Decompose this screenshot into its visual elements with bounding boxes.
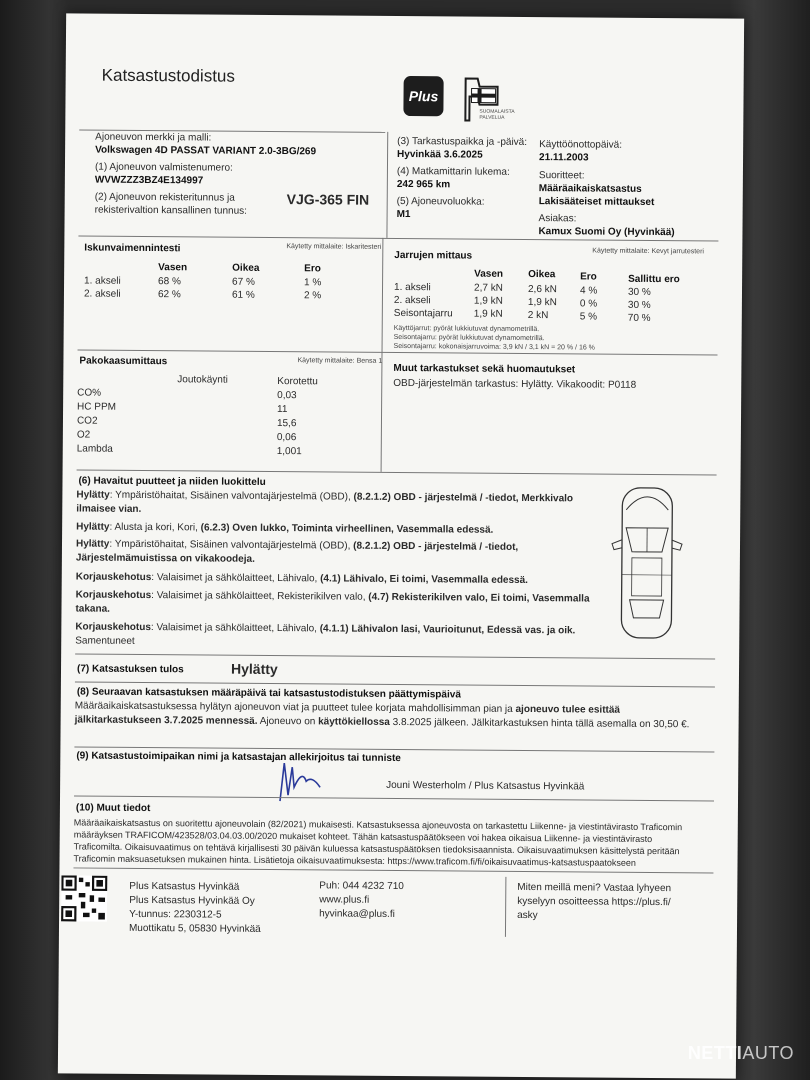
defect-text: : Valaisimet ja sähkölaitteet, Lähivalo, [150, 622, 320, 635]
defect-kind: Hylätty [75, 538, 110, 550]
footer-company: Muottikatu 5, 05830 Hyvinkää [128, 922, 261, 935]
brakes-cell: 1,9 kN [527, 296, 557, 309]
shock-col-left: Vasen [158, 262, 188, 274]
doc-title: Katsastustodistus [101, 65, 236, 86]
defect-code: (8.2.1.2) OBD - järjestelmä / -tiedot, Järjestelmämuistissa on vikakoodeja. [75, 540, 519, 565]
shock-cell: 1 % [304, 277, 322, 289]
class-value: M1 [396, 208, 411, 221]
defect-code: (4.1) Lähivalo, Ei toimi, Vasemmalla edessä. [320, 573, 529, 586]
exhaust-cell: 15,6 [276, 418, 297, 430]
result-value: Hylätty [230, 660, 278, 678]
divider [381, 238, 384, 472]
next-text-3: 3.8.2025 jälkeen. Jälkitarkastuksen hinta tällä asemalla on 30,50 €. [389, 716, 690, 731]
misc-text: Määräaikaiskatsastus on suoritettu ajoneuvolain (82/2021) mukaisesti. Katsastuksessa ajoneuvosta on tarkastettu Liikenne- ja viestintävirasto Traficomin määräyksen TRAFICOM/423528/03.04.03.00/2020 mukaiset kohteet. Tähän katsastuspäätökseen voi hakea oikaisua Liikenne- ja viestintävirasto Traficomilta. Oikaisuvaatimus on tehtävä kirjallisesti 30 päivän kuluessa katsastuspäätöksen tiedoksisaannista. Oikaisuvaatimuksen käsittelystä peritään Traficomin maksuasetuksen mukainen hinta. Lisätietoja oikaisuvaatimuksesta: https://www.traficom.fi/fi/oikaisuvaatimus-katsastuspaatokseen [73, 817, 683, 868]
misc-title: (10) Muut tiedot [75, 802, 151, 815]
brakes-col: Ero [580, 271, 597, 283]
shock-cell: 2 % [303, 290, 322, 302]
done-value-2: Lakisääteiset mittaukset [538, 196, 655, 208]
next-text-1b: ajoneuvo tulee esittää jälkitarkastukseen 3.7.2025 mennessä. [74, 703, 621, 727]
reg-value: VJG-365 FIN [286, 191, 370, 208]
divider [75, 653, 715, 659]
brakes-cell: 2 kN [527, 309, 549, 322]
shock-cell: 62 % [157, 289, 181, 301]
next-title: (8) Seuraavan katsastuksen määräpäivä tai katsastustodistuksen päättymispäivä [76, 686, 461, 701]
shock-col-diff: Ero [304, 263, 321, 275]
exhaust-cell: 0,03 [277, 390, 297, 402]
brand-mark-line2: PALVELUA [479, 114, 505, 121]
exhaust-cell: 0,06 [276, 432, 297, 444]
brakes-col: Vasen [474, 268, 504, 280]
divider [386, 132, 388, 238]
footer-survey: asky [517, 909, 538, 922]
defect-kind: Hylätty [76, 489, 110, 501]
result-label: (7) Katsastuksen tulos [76, 663, 184, 676]
next-text-2: Ajoneuvo on [257, 715, 319, 728]
inspection-certificate [58, 13, 744, 1078]
client-value: Kamux Suomi Oy (Hyvinkää) [538, 226, 675, 239]
qr-code-icon [61, 875, 107, 921]
brakes-cell: 1,9 kN [473, 295, 503, 307]
footer-survey: Miten meillä meni? Vastaa lyhyeen [517, 881, 672, 895]
other-title: Muut tarkastukset sekä huomautukset [393, 362, 576, 376]
make-label: Ajoneuvon merkki ja malli: [95, 131, 212, 144]
done-label: Suoritteet: [538, 170, 585, 182]
defect-text: : Valaisimet ja sähkölaitteet, Lähivalo, [151, 572, 321, 585]
shock-row-label: 1. akseli [84, 275, 121, 287]
car-diagram-icon [601, 480, 692, 651]
footer-company: Plus Katsastus Hyvinkää [129, 880, 240, 893]
next-text-2b: käyttökiellossa [318, 716, 390, 728]
exhaust-title: Pakokaasumittaus [79, 355, 168, 368]
class-label: (5) Ajoneuvoluokka: [396, 195, 485, 208]
brakes-note: Seisontajarru: pyörät lukkiutuvat dynamometrillä. [393, 333, 545, 343]
brakes-note: Seisontajarru: kokonaisjarruvoima: 3,9 kN / 3,1 kN = 20 % / 16 % [393, 342, 595, 352]
divider [505, 877, 506, 937]
defect-code: (4.1.1) Lähivalon lasi, Vaurioitunut, Edessä vas. ja oik. [319, 623, 576, 637]
footer-survey-link[interactable]: kyselyyn osoitteessa https://plus.fi/ [517, 895, 671, 909]
brakes-cell: 2,7 kN [473, 282, 503, 294]
brakes-row-label: 1. akseli [393, 281, 431, 294]
shock-cell: 61 % [231, 289, 255, 301]
sign-title: (9) Katsastustoimipaikan nimi ja katsastajan allekirjoitus tai tunniste [76, 750, 401, 765]
brakes-cell: 4 % [579, 285, 598, 297]
exhaust-row-label: Lambda [76, 443, 113, 455]
defect-text: : Ympäristöhaitat, Sisäinen valvontajärjestelmä (OBD), [109, 538, 354, 552]
defect-code: (4.7) Rekisterikilven valo, Ei toimi, Vasemmalla takana. [75, 591, 590, 615]
sign-name: Jouni Westerholm / Plus Katsastus Hyvinkää [386, 779, 585, 793]
divider [77, 469, 717, 475]
other-text: OBD-järjestelmän tarkastus: Hylätty. Vikakoodit: P0118 [393, 377, 637, 391]
done-value-1: Määräaikaiskatsastus [538, 183, 642, 195]
brakes-row-label: Seisontajarru [393, 307, 453, 320]
defect-item [76, 520, 596, 538]
plus-logo: Plus [403, 76, 443, 116]
defect-code: (8.2.1.2) OBD - järjestelmä / -tiedot, Merkkivalo ilmaisee vian. [76, 491, 574, 515]
footer-company: Plus Katsastus Hyvinkää Oy [129, 894, 255, 907]
client-label: Asiakas: [538, 213, 577, 225]
watermark-part2: AUTO [742, 1043, 794, 1063]
exhaust-row-label: CO2 [76, 415, 98, 427]
shock-col-right: Oikea [232, 262, 260, 274]
nettiauto-watermark [688, 1043, 794, 1064]
defect-item [76, 570, 596, 588]
footer-phone: Puh: 044 4232 710 [319, 880, 404, 893]
next-text [75, 699, 703, 732]
defect-text: : Ympäristöhaitat, Sisäinen valvontajärjestelmä (OBD), [109, 489, 354, 503]
defect-item [76, 488, 596, 520]
footer-email-link[interactable]: hyvinkaa@plus.fi [319, 908, 395, 920]
brakes-cell: 2,6 kN [527, 283, 557, 296]
exhaust-row-label: CO% [77, 387, 102, 399]
firstuse-label: Käyttöönottopäivä: [539, 139, 623, 151]
defect-code: (6.2.3) Oven lukko, Toiminta virheellinen, Vasemmalla edessä. [200, 522, 494, 536]
brakes-cell: 0 % [579, 298, 598, 310]
odo-value: 242 965 km [396, 178, 451, 191]
signature-icon [274, 757, 334, 807]
brakes-row-label: 2. akseli [393, 294, 431, 307]
defect-kind: Korjauskehotus [75, 571, 152, 584]
firstuse-value: 21.11.2003 [539, 152, 589, 164]
make-value: Volkswagen 4D PASSAT VARIANT 2.0-3BG/269 [95, 144, 317, 158]
place-value: Hyvinkää 3.6.2025 [397, 148, 483, 161]
brakes-device: Käytetty mittalaite: Kevyt jarrutesteri [592, 247, 705, 256]
shock-title: Iskunvaimennintesti [84, 242, 181, 255]
brakes-col: Sallittu ero [628, 273, 680, 286]
exhaust-cell: 11 [277, 404, 288, 416]
reg-label-1: (2) Ajoneuvon rekisteritunnus ja [94, 191, 235, 204]
brakes-note: Käyttöjarrut: pyörät lukkiutuvat dynamometrillä. [393, 324, 540, 334]
defect-item [76, 537, 566, 569]
divider [74, 795, 714, 801]
next-text-1: Määräaikaiskatsastuksessa hylätyn ajoneuvon viat ja puutteet tulee korjata mahdollisimman pian ja [74, 700, 516, 715]
brand-mark-line1: SUOMALAISTA [479, 108, 515, 115]
exhaust-cell: 1,001 [276, 446, 302, 458]
exhaust-device: Käytetty mittalaite: Bensa 1 [297, 357, 383, 365]
defect-item [75, 588, 595, 620]
odo-label: (4) Matkamittarin lukema: [396, 165, 510, 178]
vin-value: WVWZZZ3BZ4E134997 [94, 174, 204, 187]
defect-text: : Alusta ja kori, Kori, [109, 521, 201, 534]
brakes-col: Oikea [528, 268, 556, 281]
brakes-cell: 1,9 kN [473, 308, 503, 320]
defect-kind: Hylätty [76, 521, 110, 533]
exhaust-col2: Korotettu [277, 376, 318, 388]
brakes-cell: 5 % [579, 311, 598, 323]
footer-website-link[interactable]: www.plus.fi [319, 894, 370, 906]
watermark-part1: NETTI [687, 1043, 743, 1063]
shock-row-label: 2. akseli [83, 288, 121, 300]
place-label: (3) Tarkastuspaikka ja -päivä: [397, 135, 528, 148]
brakes-cell: 30 % [627, 286, 651, 298]
defect-text: : Valaisimet ja sähkölaitteet, Rekisterikilven valo, [151, 590, 369, 603]
defect-item [75, 620, 595, 652]
exhaust-row-label: O2 [76, 429, 91, 441]
vin-label: (1) Ajoneuvon valmistenumero: [94, 161, 233, 174]
exhaust-col1: Joutokäynti [177, 374, 228, 386]
defect-extra: Samentuneet [75, 635, 135, 647]
brakes-cell: 70 % [627, 312, 651, 324]
shock-cell: 67 % [232, 276, 255, 288]
footer-company: Y-tunnus: 2230312-5 [129, 908, 222, 921]
reg-label-2: rekisterivaltion kansallinen tunnus: [94, 204, 247, 217]
brakes-cell: 30 % [627, 299, 651, 311]
defects-title: (6) Havaitut puutteet ja niiden luokittelu [78, 475, 266, 488]
exhaust-row-label: HC PPM [77, 401, 117, 413]
brakes-title: Jarrujen mittaus [394, 249, 473, 262]
shock-cell: 68 % [158, 276, 181, 288]
defect-kind: Korjauskehotus [75, 589, 152, 602]
defect-kind: Korjauskehotus [75, 621, 151, 634]
shock-device: Käytetty mittalaite: Iskaritesteri [286, 243, 382, 251]
